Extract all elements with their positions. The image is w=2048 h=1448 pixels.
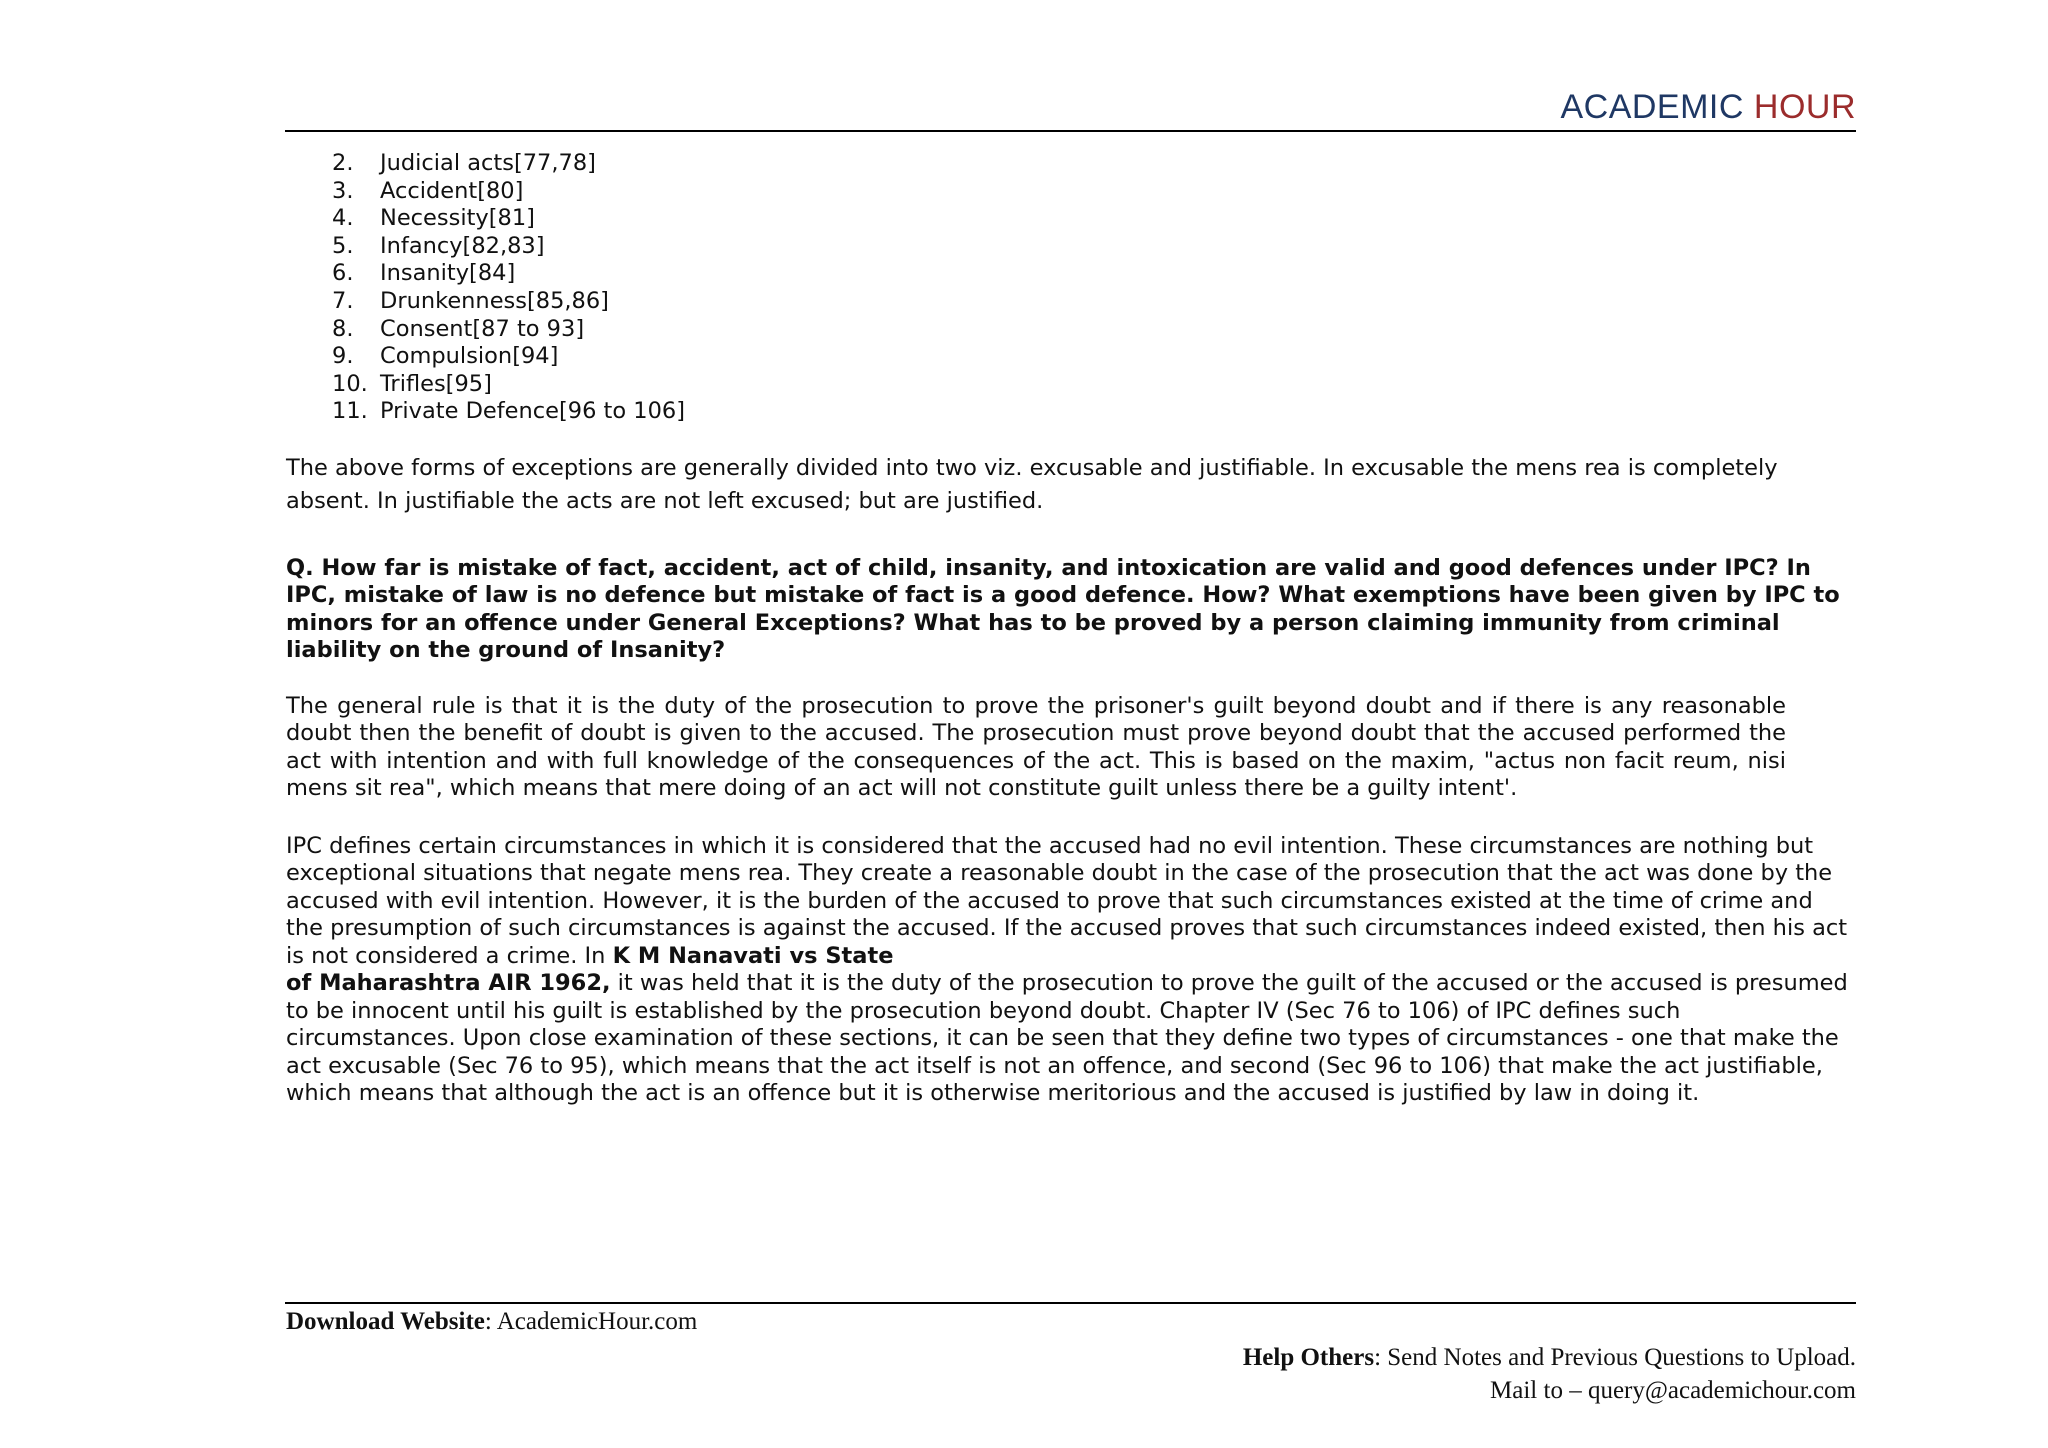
mail-line: Mail to – query@academichour.com [1490, 1377, 1856, 1404]
help-label: Help Others [1242, 1344, 1375, 1371]
ipc-paragraph-text: IPC defines certain circumstances in which it is considered that the accused had no evil intention. These circumstances are nothing but exceptional situations that negate mens rea. They create a reasonable doubt in the case of the prosecution that the act was done by the accused with evil intention. However, it is the burden of the accused to prove that such circumstances existed at the time of crime and the presumption of such circumstances is against the accused. If the accused proves that such circumstances indeed existed, then his act is not considered a crime. In [286, 832, 1848, 969]
list-item-text: Judicial acts[77,78] [380, 150, 596, 176]
case-name: K M Nanavati vs State [612, 942, 894, 969]
help-line [1243, 1341, 1856, 1374]
help-text: : Send Notes and Previous Questions to Upload. [1374, 1344, 1856, 1371]
list-item-text: Compulsion[94] [380, 343, 559, 370]
list-item [286, 398, 1856, 426]
list-item [286, 150, 1856, 178]
list-item [286, 371, 1856, 399]
download-label: Download Website [286, 1308, 485, 1335]
list-item-number: 2. [332, 150, 354, 176]
list-item [286, 205, 1856, 233]
brand-logo [1560, 88, 1856, 127]
question-heading: Q. How far is mistake of fact, accident, act of child, insanity, and intoxication are valid and good defences under IPC? In IPC, mistake of law is no defence but mistake of fact is a good defence. How? What exemptions have been given by IPC to minors for an offence under General Exceptions? What has to be proved by a person claiming immunity from criminal liability on the ground of Insanity? [286, 554, 1840, 664]
list-item-text: Insanity[84] [380, 260, 516, 287]
page-content [286, 150, 1856, 1108]
list-item [286, 233, 1856, 261]
list-item [286, 288, 1856, 316]
list-item [286, 178, 1856, 206]
exceptions-list [286, 150, 1856, 426]
list-item-number: 6. [332, 260, 354, 287]
ipc-paragraph [286, 833, 1856, 1108]
list-item-number: 9. [332, 343, 354, 370]
footer-divider [285, 1302, 1856, 1304]
list-item-text: Consent[87 to 93] [380, 315, 585, 342]
list-item-text: Drunkenness[85,86] [380, 287, 609, 314]
list-item-text: Necessity[81] [380, 205, 535, 232]
case-name-continued: of Maharashtra AIR 1962, [286, 970, 611, 997]
general-rule-paragraph: The general rule is that it is the duty of the prosecution to prove the prisoner's guilt beyond doubt and if there is any reasonable doubt then the benefit of doubt is given to the accused. The prosecution must prove beyond doubt that the accused performed the act with intention and with full knowledge of the consequences of the act. This is based on the maxim, "actus non facit reum, nisi mens sit rea", which means that mere doing of an act will not constitute guilt unless there be a guilty intent'. [286, 692, 1786, 802]
list-item [286, 316, 1856, 344]
download-website: : AcademicHour.com [484, 1308, 698, 1335]
list-item-text: Infancy[82,83] [380, 232, 545, 259]
list-item-text: Trifles[95] [380, 370, 492, 397]
list-item-number: 10. [332, 370, 368, 397]
list-item-number: 4. [332, 205, 354, 232]
brand-hour: HOUR [1753, 88, 1856, 126]
header-divider [285, 130, 1856, 132]
list-item [286, 343, 1856, 371]
list-item-number: 11. [332, 398, 368, 425]
list-item-number: 3. [332, 177, 354, 204]
list-item-text: Accident[80] [380, 177, 524, 204]
footer-download [286, 1308, 697, 1336]
list-item-text: Private Defence[96 to 106] [380, 398, 686, 425]
brand-academic: ACADEMIC [1560, 88, 1744, 126]
intro-paragraph: The above forms of exceptions are generally divided into two viz. excusable and justifiable. In excusable the mens rea is completely absent. In justifiable the acts are not left excused; but are justified. [286, 454, 1778, 514]
list-item [286, 260, 1856, 288]
ipc-paragraph-text-continued: it was held that it is the duty of the prosecution to prove the guilt of the accused or the accused is presumed to be innocent until his guilt is established by the prosecution beyond doubt. Chapter IV (Sec 76 to 106) of IPC defines such circumstances. Upon close examination of these sections, it can be seen that they define two types of circumstances - one that make the act excusable (Sec 76 to 95), which means that the act itself is not an offence, and second (Sec 96 to 106) that make the act justifiable, which means that although the act is an offence but it is otherwise meritorious and the accused is justified by law in doing it. [286, 970, 1848, 1107]
footer-help [1243, 1341, 1856, 1407]
list-item-number: 8. [332, 315, 354, 342]
list-item-number: 5. [332, 232, 354, 259]
list-item-number: 7. [332, 287, 354, 314]
